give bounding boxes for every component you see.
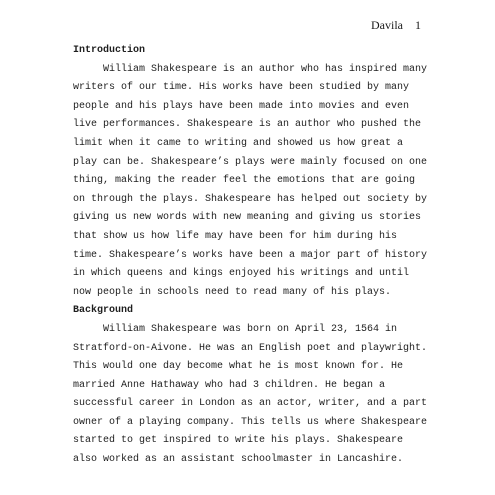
text-line: writers of our time. His works have been studied by many <box>73 82 410 94</box>
section-heading: Introduction <box>73 45 146 56</box>
text-line: play can be. Shakespeare’s plays were mainly focused on one <box>73 156 428 168</box>
text-line: on through the plays. Shakespeare has helped out society by <box>73 193 428 205</box>
text-line: married Anne Hathaway who had 3 children. He began a <box>73 379 386 391</box>
section-introduction <box>73 42 433 302</box>
text-line: giving us new words with new meaning and giving us stories <box>73 212 422 224</box>
text-line: time. Shakespeare’s works have been a major part of history <box>73 249 428 261</box>
text-line: successful career in London as an actor, writer, and a part <box>73 398 428 410</box>
text-line: William Shakespeare was born on April 23, 1564 in <box>73 323 398 335</box>
text-line: people and his plays have been made into movies and even <box>73 100 410 112</box>
text-line: started to get inspired to write his plays. Shakespeare <box>73 435 404 447</box>
text-line: Stratford-on-Aivone. He was an English poet and playwright. <box>73 342 428 354</box>
text-line: This would one day become what he is most known for. He <box>73 361 404 373</box>
document-body <box>73 42 433 470</box>
text-line: live performances. Shakespeare is an author who pushed the <box>73 119 422 131</box>
text-line: limit when it came to writing and showed us how great a <box>73 137 404 149</box>
text-line: also worked as an assistant schoolmaster in Lancashire. <box>73 454 404 466</box>
section-background <box>73 302 433 469</box>
page-number: 1 <box>415 18 421 32</box>
header-author: Davila <box>371 18 403 32</box>
text-line: owner of a playing company. This tells us where Shakespeare <box>73 416 428 428</box>
text-line: thing, making the reader feel the emotions that are going <box>73 175 416 187</box>
text-line: in which queens and kings enjoyed his writings and until <box>73 268 410 280</box>
text-line: that show us how life may have been for him during his <box>73 230 398 242</box>
section-heading: Background <box>73 305 134 317</box>
text-line: William Shakespeare is an author who has inspired many <box>73 63 428 75</box>
running-header <box>371 18 421 32</box>
text-line: now people in schools need to read many of his plays. <box>73 286 392 298</box>
